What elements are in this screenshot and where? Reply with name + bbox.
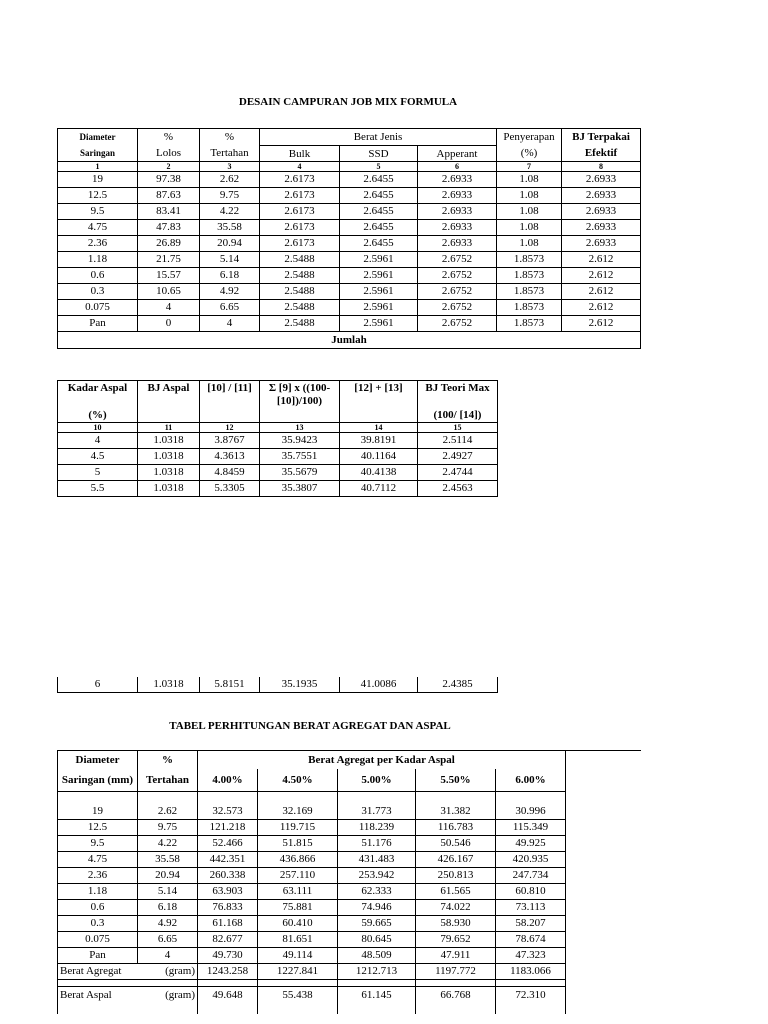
cell: 436.866 (258, 852, 338, 868)
cell: 2.6933 (562, 204, 641, 220)
col-number: 11 (138, 423, 200, 433)
table-row (58, 252, 641, 268)
cell: 1.18 (58, 252, 138, 268)
cell: 49.114 (258, 948, 338, 964)
cell: 41.0086 (340, 677, 418, 693)
cell: 247.734 (496, 868, 566, 884)
cell: 61.565 (416, 884, 496, 900)
header-tertahan: Tertahan (200, 146, 260, 162)
header-kadar-5: 5.00% (338, 769, 416, 792)
berat-agregat-label-cell (58, 964, 198, 980)
cell: 2.6455 (340, 188, 418, 204)
cell: 2.6933 (562, 172, 641, 188)
header-berat-jenis: Berat Jenis (260, 129, 497, 146)
cell: 1.08 (497, 236, 562, 252)
cell: 72.310 (496, 987, 566, 1015)
cell: 35.3807 (260, 481, 340, 497)
cell: 20.94 (138, 868, 198, 884)
cell: 0.075 (58, 300, 138, 316)
bj-teori-table (57, 380, 498, 497)
cell: 47.83 (138, 220, 200, 236)
cell: 1.08 (497, 188, 562, 204)
cell: 2.6752 (418, 300, 497, 316)
cell: 1.08 (497, 220, 562, 236)
cell: 2.5488 (260, 316, 340, 332)
table-row (58, 284, 641, 300)
cell: 19 (58, 804, 138, 820)
berat-agregat-row (58, 964, 641, 980)
cell: 59.665 (338, 916, 416, 932)
table-row (58, 836, 641, 852)
cell: 2.6933 (418, 172, 497, 188)
cell: 4 (58, 433, 138, 449)
header-diameter: Diameter (58, 129, 138, 146)
header-saringan-mm: Saringan (mm) (58, 769, 138, 792)
cell: 2.6752 (418, 252, 497, 268)
cell: 2.6455 (340, 236, 418, 252)
cell: 2.5488 (260, 252, 340, 268)
cell: 35.58 (200, 220, 260, 236)
table-row (58, 948, 641, 964)
cell: 2.4385 (418, 677, 498, 693)
cell: 40.7112 (340, 481, 418, 497)
cell: 260.338 (198, 868, 258, 884)
cell: 2.62 (138, 804, 198, 820)
cell: 76.833 (198, 900, 258, 916)
table-row (58, 300, 641, 316)
cell: 83.41 (138, 204, 200, 220)
cell: 6.65 (200, 300, 260, 316)
cell: 35.1935 (260, 677, 340, 693)
header-bj-terpakai: BJ Terpakai (562, 129, 641, 146)
cell: 31.773 (338, 804, 416, 820)
cell: 4.22 (138, 836, 198, 852)
col-number: 1 (58, 162, 138, 172)
table-row (58, 677, 498, 693)
cell: 74.022 (416, 900, 496, 916)
cell: 420.935 (496, 852, 566, 868)
header-penyerapan: Penyerapan (497, 129, 562, 146)
col-number: 10 (58, 423, 138, 433)
cell: 35.7551 (260, 449, 340, 465)
cell: 9.75 (138, 820, 198, 836)
cell: 5.3305 (200, 481, 260, 497)
cell: 30.996 (496, 804, 566, 820)
cell: 2.612 (562, 268, 641, 284)
cell: 431.483 (338, 852, 416, 868)
cell: 75.881 (258, 900, 338, 916)
header-saringan: Saringan (58, 146, 138, 162)
cell: 6.18 (200, 268, 260, 284)
cell: 1.0318 (138, 465, 200, 481)
cell: 442.351 (198, 852, 258, 868)
table-row (58, 236, 641, 252)
cell: 1227.841 (258, 964, 338, 980)
cell: 48.509 (338, 948, 416, 964)
header-penyerapan-unit: (%) (497, 146, 562, 162)
cell: 2.5488 (260, 268, 340, 284)
header-tertahan: Tertahan (138, 769, 198, 792)
cell: 2.6455 (340, 204, 418, 220)
col-number: 5 (340, 162, 418, 172)
cell: 2.6173 (260, 220, 340, 236)
table-row (58, 820, 641, 836)
table-row (58, 316, 641, 332)
cell: 1.08 (497, 172, 562, 188)
table-row (58, 916, 641, 932)
cell: 253.942 (338, 868, 416, 884)
header-ratio: [10] / [11] (200, 381, 260, 409)
berat-aspal-label: Berat Aspal (60, 989, 112, 1001)
cell: 35.58 (138, 852, 198, 868)
table-row (58, 204, 641, 220)
cell: 39.8191 (340, 433, 418, 449)
cell: 32.573 (198, 804, 258, 820)
table-row (58, 220, 641, 236)
cell: 47.911 (416, 948, 496, 964)
cell: 2.5961 (340, 300, 418, 316)
cell: 5.14 (138, 884, 198, 900)
cell: 0 (138, 316, 200, 332)
cell: 62.333 (338, 884, 416, 900)
cell: 31.382 (416, 804, 496, 820)
cell: 97.38 (138, 172, 200, 188)
cell: 1.8573 (497, 300, 562, 316)
header-tertahan-pct: % (200, 129, 260, 146)
cell: 2.612 (562, 284, 641, 300)
cell: 21.75 (138, 252, 200, 268)
jumlah-row: Jumlah (58, 332, 641, 349)
berat-agregat-unit: (gram) (165, 965, 195, 977)
cell: 74.946 (338, 900, 416, 916)
cell: 2.6933 (418, 236, 497, 252)
cell: 4.22 (200, 204, 260, 220)
header-ssd: SSD (340, 146, 418, 162)
cell: 2.612 (562, 300, 641, 316)
cell: 10.65 (138, 284, 200, 300)
header-kadar-aspal: Kadar Aspal (58, 381, 138, 409)
cell: 257.110 (258, 868, 338, 884)
berat-aspal-label-cell (58, 987, 198, 1015)
header-bj-teori-max: BJ Teori Max (418, 381, 498, 409)
cell: 2.6752 (418, 268, 497, 284)
cell: 118.239 (338, 820, 416, 836)
cell: 4 (138, 300, 200, 316)
header-kadar-6: 6.00% (496, 769, 566, 792)
cell: 40.4138 (340, 465, 418, 481)
cell: 2.6933 (562, 236, 641, 252)
cell: 40.1164 (340, 449, 418, 465)
cell: 80.645 (338, 932, 416, 948)
cell: 1.8573 (497, 252, 562, 268)
cell: 49.730 (198, 948, 258, 964)
cell: 61.145 (338, 987, 416, 1015)
cell: Pan (58, 948, 138, 964)
table-row (58, 932, 641, 948)
cell: 1.0318 (138, 677, 200, 693)
cell: 116.783 (416, 820, 496, 836)
cell: 6 (58, 677, 138, 693)
cell: 35.5679 (260, 465, 340, 481)
col-number: 3 (200, 162, 260, 172)
job-mix-table (57, 128, 641, 349)
table-row (58, 268, 641, 284)
cell: 87.63 (138, 188, 200, 204)
cell: 52.466 (198, 836, 258, 852)
table-row (58, 852, 641, 868)
cell: 66.768 (416, 987, 496, 1015)
cell: 1243.258 (198, 964, 258, 980)
cell: Pan (58, 316, 138, 332)
cell: 47.323 (496, 948, 566, 964)
cell: 0.075 (58, 932, 138, 948)
table-row (58, 433, 498, 449)
cell: 35.9423 (260, 433, 340, 449)
col-number: 2 (138, 162, 200, 172)
cell: 1212.713 (338, 964, 416, 980)
col-number: 6 (418, 162, 497, 172)
cell: 26.89 (138, 236, 200, 252)
cell: 12.5 (58, 820, 138, 836)
cell: 4.3613 (200, 449, 260, 465)
col-number: 12 (200, 423, 260, 433)
cell: 2.6933 (562, 188, 641, 204)
cell: 2.5488 (260, 284, 340, 300)
table-row (58, 884, 641, 900)
cell: 58.207 (496, 916, 566, 932)
cell: 49.925 (496, 836, 566, 852)
berat-agregat-table (57, 750, 641, 1014)
table-row (58, 868, 641, 884)
cell: 2.6173 (260, 172, 340, 188)
cell: 1.0318 (138, 449, 200, 465)
cell: 1.0318 (138, 433, 200, 449)
cell: 4.75 (58, 220, 138, 236)
cell: 58.930 (416, 916, 496, 932)
cell: 1.8573 (497, 316, 562, 332)
cell: 2.6173 (260, 236, 340, 252)
cell: 1183.066 (496, 964, 566, 980)
cell: 61.168 (198, 916, 258, 932)
cell: 4.75 (58, 852, 138, 868)
cell: 2.6933 (418, 220, 497, 236)
cell: 12.5 (58, 188, 138, 204)
header-bj-aspal: BJ Aspal (138, 381, 200, 409)
header-lolos-pct: % (138, 129, 200, 146)
cell: 78.674 (496, 932, 566, 948)
cell: 79.652 (416, 932, 496, 948)
cell: 63.903 (198, 884, 258, 900)
cell: 4.92 (138, 916, 198, 932)
table-row (58, 172, 641, 188)
cell: 5.14 (200, 252, 260, 268)
col-number: 4 (260, 162, 340, 172)
table-row (58, 449, 498, 465)
table-row (58, 900, 641, 916)
berat-aspal-unit: (gram) (165, 989, 195, 1001)
cell: 1.18 (58, 884, 138, 900)
cell: 2.4927 (418, 449, 498, 465)
cell: 2.6455 (340, 172, 418, 188)
cell: 2.5961 (340, 316, 418, 332)
header-kadar-5-5: 5.50% (416, 769, 496, 792)
cell: 55.438 (258, 987, 338, 1015)
col-number: 14 (340, 423, 418, 433)
column-number-row (58, 423, 498, 433)
cell: 2.4744 (418, 465, 498, 481)
cell: 2.6933 (418, 188, 497, 204)
berat-agregat-label: Berat Agregat (60, 965, 122, 977)
cell: 1.0318 (138, 481, 200, 497)
cell: 6.18 (138, 900, 198, 916)
cell: 250.813 (416, 868, 496, 884)
cell: 2.6933 (562, 220, 641, 236)
cell: 63.111 (258, 884, 338, 900)
cell: 4.92 (200, 284, 260, 300)
cell: 49.648 (198, 987, 258, 1015)
table-row (58, 804, 641, 820)
cell: 5.5 (58, 481, 138, 497)
header-sigma: Σ [9] x ((100-[10])/100) (260, 381, 340, 409)
cell: 0.6 (58, 268, 138, 284)
cell: 2.6173 (260, 204, 340, 220)
cell: 60.410 (258, 916, 338, 932)
cell: 20.94 (200, 236, 260, 252)
cell: 1.8573 (497, 284, 562, 300)
cell: 2.612 (562, 316, 641, 332)
header-tertahan-pct: % (138, 751, 198, 770)
cell: 2.6173 (260, 188, 340, 204)
cell: 5 (58, 465, 138, 481)
cell: 2.62 (200, 172, 260, 188)
berat-aspal-row (58, 987, 641, 1015)
cell: 0.3 (58, 916, 138, 932)
header-kadar-unit: (%) (58, 408, 138, 423)
header-sum: [12] + [13] (340, 381, 418, 409)
cell: 9.75 (200, 188, 260, 204)
header-diameter: Diameter (58, 751, 138, 770)
cell: 5.8151 (200, 677, 260, 693)
table-row (58, 188, 641, 204)
cell: 51.815 (258, 836, 338, 852)
cell: 2.36 (58, 868, 138, 884)
cell: 2.5488 (260, 300, 340, 316)
cell: 2.612 (562, 252, 641, 268)
cell: 51.176 (338, 836, 416, 852)
section-title: TABEL PERHITUNGAN BERAT AGREGAT DAN ASPAL (169, 720, 451, 732)
cell: 50.546 (416, 836, 496, 852)
cell: 426.167 (416, 852, 496, 868)
cell: 2.5961 (340, 252, 418, 268)
cell: 15.57 (138, 268, 200, 284)
col-number: 15 (418, 423, 498, 433)
cell: 4 (200, 316, 260, 332)
page-title: DESAIN CAMPURAN JOB MIX FORMULA (238, 96, 458, 108)
bj-teori-table-continued (57, 677, 498, 693)
cell: 2.6455 (340, 220, 418, 236)
cell: 119.715 (258, 820, 338, 836)
cell: 1.8573 (497, 268, 562, 284)
cell: 2.5961 (340, 268, 418, 284)
col-number: 7 (497, 162, 562, 172)
cell: 2.6933 (418, 204, 497, 220)
cell: 4.8459 (200, 465, 260, 481)
cell: 9.5 (58, 836, 138, 852)
cell: 2.5961 (340, 284, 418, 300)
cell: 81.651 (258, 932, 338, 948)
cell: 2.4563 (418, 481, 498, 497)
header-bulk: Bulk (260, 146, 340, 162)
cell: 60.810 (496, 884, 566, 900)
cell: 1197.772 (416, 964, 496, 980)
cell: 6.65 (138, 932, 198, 948)
cell: 4 (138, 948, 198, 964)
header-kadar-4: 4.00% (198, 769, 258, 792)
cell: 32.169 (258, 804, 338, 820)
cell: 0.6 (58, 900, 138, 916)
cell: 2.36 (58, 236, 138, 252)
header-berat-agregat-group: Berat Agregat per Kadar Aspal (198, 751, 566, 770)
header-lolos: Lolos (138, 146, 200, 162)
col-number: 13 (260, 423, 340, 433)
table-row (58, 481, 498, 497)
cell: 9.5 (58, 204, 138, 220)
column-number-row (58, 162, 641, 172)
cell: 2.6752 (418, 316, 497, 332)
cell: 3.8767 (200, 433, 260, 449)
cell: 2.5114 (418, 433, 498, 449)
cell: 115.349 (496, 820, 566, 836)
cell: 82.677 (198, 932, 258, 948)
header-bj-teori-formula: (100/ [14]) (418, 408, 498, 423)
cell: 1.08 (497, 204, 562, 220)
cell: 73.113 (496, 900, 566, 916)
table-row (58, 465, 498, 481)
col-number: 8 (562, 162, 641, 172)
cell: 0.3 (58, 284, 138, 300)
cell: 2.6752 (418, 284, 497, 300)
cell: 19 (58, 172, 138, 188)
cell: 121.218 (198, 820, 258, 836)
header-efektif: Efektif (562, 146, 641, 162)
header-apperant: Apperant (418, 146, 497, 162)
header-kadar-4-5: 4.50% (258, 769, 338, 792)
cell: 4.5 (58, 449, 138, 465)
